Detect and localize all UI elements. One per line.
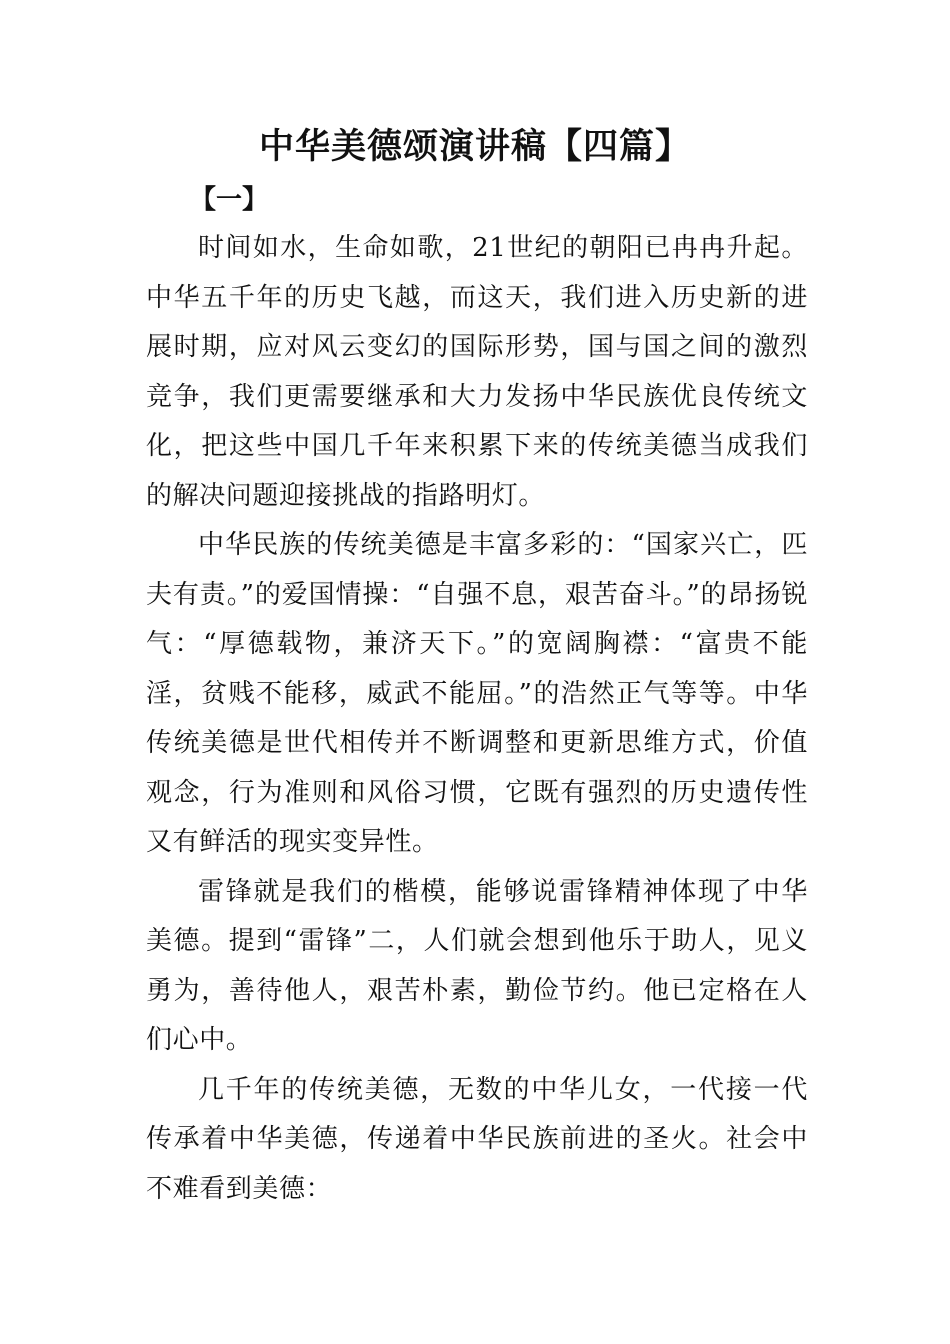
paragraph: 几千年的传统美德，无数的中华儿女，一代接一代传承着中华美德，传递着中华民族前进的圣火。社会中不难看到美德： [146,1074,808,1204]
section-label: 【一】 [190,185,269,215]
paragraph: 中华民族的传统美德是丰富多彩的：“国家兴亡，匹夫有责。”的爱国情操：“自强不息，艰苦奋斗。”的昂扬锐气：“厚德载物，兼济天下。”的宽阔胸襟：“富贵不能淫，贫贱不能移，威武不能屈。”的浩然正气等等。中华传统美德是世代相传并不断调整和更新思维方式，价值观念，行为准则和风俗习惯，它既有强烈的历史遗传性又有鲜活的现实变异性。 [146,530,808,857]
document-title: 中华美德颂演讲稿【四篇】 [258,127,691,167]
paragraph: 雷锋就是我们的楷模，能够说雷锋精神体现了中华美德。提到“雷锋”二，人们就会想到他乐于助人，见义勇为，善待他人，艰苦朴素，勤俭节约。他已定格在人们心中。 [146,876,808,1055]
document-body [146,224,808,1214]
paragraph: 时间如水，生命如歌，21世纪的朝阳已冉冉升起。中华五千年的历史飞越，而这天，我们进入历史新的进展时期，应对风云变幻的国际形势，国与国之间的激烈竞争，我们更需要继承和大力发扬中华民族优良传统文化，把这些中国几千年来积累下来的传统美德当成我们的解决问题迎接挑战的指路明灯。 [146,233,808,511]
